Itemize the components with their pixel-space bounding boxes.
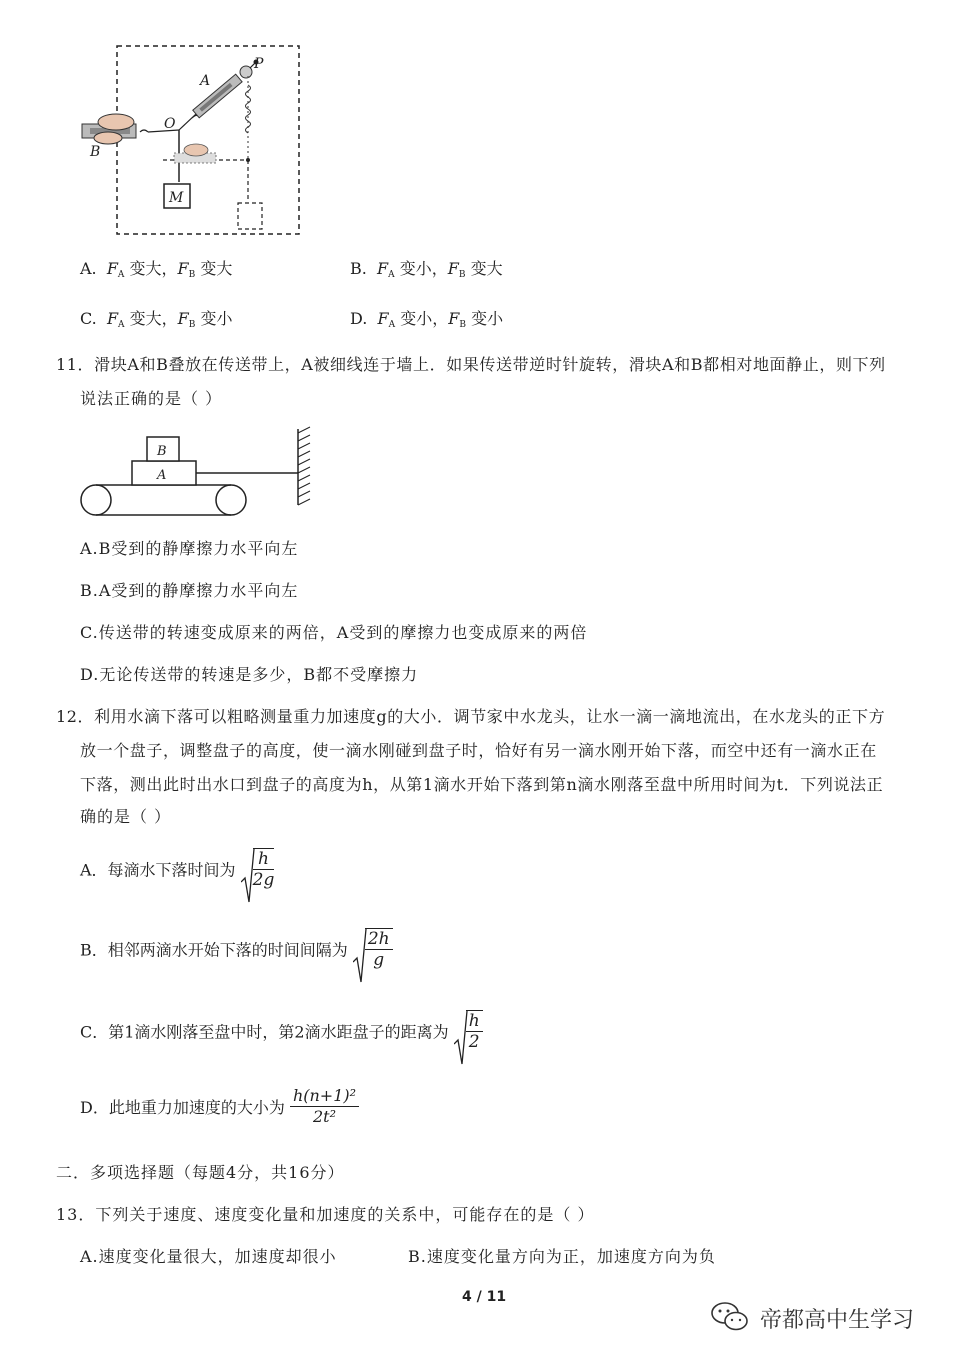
q12-option-d: D．此地重力加速度的大小为 $\frac{\text{h(n+1)²}}{\text{2t²}}$: [80, 1086, 359, 1127]
q13-option-a: A.速度变化量很大，加速度却很小: [80, 1247, 337, 1266]
q11-stem-line2: 说法正确的是（ ）: [80, 389, 223, 408]
q10-option-b: B. $F_A$ 变小，$F_B$ 变大: [350, 259, 503, 280]
wechat-icon: [710, 1300, 750, 1338]
q13-option-b: B.速度变化量方向为正，加速度方向为负: [408, 1247, 716, 1266]
q10-option-d: D. $F_A$ 变小，$F_B$ 变小: [350, 309, 504, 330]
label-b: B: [90, 144, 101, 160]
label-a: A: [200, 73, 211, 89]
watermark-text: 帝都高中生学习: [760, 1308, 915, 1333]
q12-stem-line2: 放一个盘子，调整盘子的高度，使一滴水刚碰到盘子时，恰好有另一滴水刚开始下落，而空中还有一滴水正在: [80, 741, 877, 760]
block-b-label: B: [157, 444, 167, 459]
section-title: 二．多项选择题（每题4分，共16分）: [56, 1163, 345, 1182]
q13-stem: 13．下列关于速度、速度变化量和加速度的关系中，可能存在的是（ ）: [56, 1205, 595, 1224]
q12-option-c: C．第1滴水刚落至盘中时，第2滴水距盘子的距离为 $\frac{h}{2}$: [80, 1010, 483, 1052]
q11-option-b: B.A受到的静摩擦力水平向左: [80, 581, 299, 600]
q12-option-a: A．每滴水下落时间为 $\frac{h}{2g}$: [80, 848, 274, 890]
q10-option-c: C. $F_A$ 变大，$F_B$ 变小: [80, 309, 233, 330]
q10-option-a: A. $F_A$ 变大，$F_B$ 变大: [80, 259, 233, 280]
conveyor-diagram: [78, 425, 318, 520]
force-diagram: [78, 40, 308, 240]
q12-stem-line4: 确的是（ ）: [80, 807, 172, 826]
page-number: 4 / 11: [462, 1289, 507, 1305]
q11-option-c: C.传送带的转速变成原来的两倍，A受到的摩擦力也变成原来的两倍: [80, 623, 588, 642]
q12-stem-line1: 12．利用水滴下落可以粗略测量重力加速度g的大小．调节家中水龙头，让水一滴一滴地流出，在水龙头的正下方: [56, 707, 886, 726]
label-o: O: [164, 116, 176, 132]
q11-stem-line1: 11．滑块A和B叠放在传送带上，A被细线连于墙上．如果传送带逆时针旋转，滑块A和B都相对地面静止，则下列: [56, 355, 886, 374]
q12-stem-line3: 下落，测出此时出水口到盘子的高度为h，从第1滴水开始下落到第n滴水刚落至盘中所用时间为t．下列说法正: [80, 775, 884, 794]
q11-option-a: A.B受到的静摩擦力水平向左: [80, 539, 299, 558]
block-a-label: A: [157, 468, 167, 483]
label-m: M: [169, 190, 184, 206]
q12-option-b: B．相邻两滴水开始下落的时间间隔为 $\frac{2h}{g}$: [80, 928, 393, 970]
q11-option-d: D.无论传送带的转速是多少，B都不受摩擦力: [80, 665, 419, 684]
label-p: P: [254, 56, 264, 72]
